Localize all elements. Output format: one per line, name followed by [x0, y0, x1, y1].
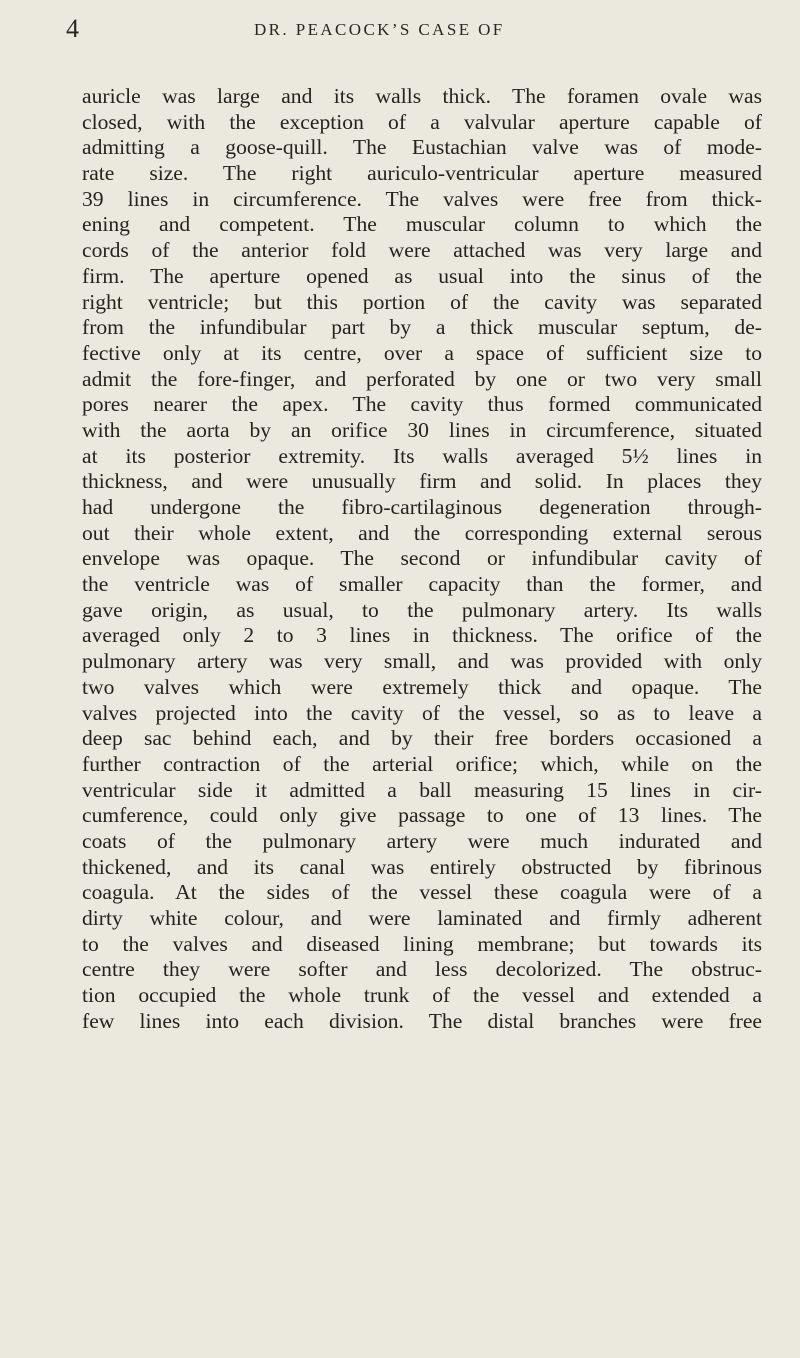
running-head-title: DR. PEACOCK’S CASE OF — [254, 20, 505, 39]
text-line: coats of the pulmonary artery were much indurated and — [82, 828, 762, 853]
text-line: averaged only 2 to 3 lines in thickness. The orifice of the — [82, 623, 762, 648]
text-line: admitting a goose-quill. The Eustachian valve was of mode- — [82, 135, 762, 160]
text-line: closed, with the exception of a valvular aperture capable of — [82, 109, 762, 134]
text-line: pulmonary artery was very small, and was provided with only — [82, 649, 762, 674]
text-line: cumference, could only give passage to one of 13 lines. The — [82, 803, 762, 828]
text-line: gave origin, as usual, to the pulmonary artery. Its walls — [82, 597, 762, 622]
text-line: the ventricle was of smaller capacity than the former, and — [82, 572, 762, 597]
text-line: coagula. At the sides of the vessel these coagula were of a — [82, 880, 762, 905]
text-line: out their whole extent, and the corresponding external serous — [82, 520, 762, 545]
text-line: right ventricle; but this portion of the cavity was separated — [82, 289, 762, 314]
text-line: 39 lines in circumference. The valves were free from thick- — [82, 186, 762, 211]
body-paragraph — [82, 84, 762, 1034]
text-line: from the infundibular part by a thick muscular septum, de- — [82, 315, 762, 340]
text-line: pores nearer the apex. The cavity thus formed communicated — [82, 392, 762, 417]
text-line: dirty white colour, and were laminated and firmly adherent — [82, 906, 762, 930]
text-line: deep sac behind each, and by their free borders occasioned a — [82, 726, 762, 751]
text-line: further contraction of the arterial orifice; which, while on the — [82, 751, 762, 776]
running-head — [0, 14, 800, 44]
text-line: ening and competent. The muscular column to which the — [82, 212, 762, 237]
text-line: auricle was large and its walls thick. The foramen ovale was — [82, 84, 762, 108]
page-number: 4 — [66, 14, 79, 43]
text-line: centre they were softer and less decolorized. The obstruc- — [82, 957, 762, 982]
text-line: with the aorta by an orifice 30 lines in circumference, situated — [82, 417, 762, 442]
text-line: firm. The aperture opened as usual into the sinus of the — [82, 263, 762, 288]
text-line: fective only at its centre, over a space of sufficient size to — [82, 340, 762, 365]
text-line: had undergone the fibro-cartilaginous degeneration through- — [82, 495, 762, 519]
text-line: valves projected into the cavity of the vessel, so as to leave a — [82, 700, 762, 725]
text-line: at its posterior extremity. Its walls averaged 5½ lines in — [82, 443, 762, 468]
text-line: thickness, and were unusually firm and solid. In places they — [82, 469, 762, 494]
text-line: envelope was opaque. The second or infundibular cavity of — [82, 546, 762, 571]
text-line: cords of the anterior fold were attached was very large and — [82, 238, 762, 263]
text-line: rate size. The right auriculo-ventricular aperture measured — [82, 161, 762, 186]
text-line: admit the fore-finger, and perforated by one or two very small — [82, 366, 762, 391]
text-line: ventricular side it admitted a ball measuring 15 lines in cir- — [82, 777, 762, 802]
text-line: two valves which were extremely thick and opaque. The — [82, 674, 762, 699]
text-line: thickened, and its canal was entirely obstructed by fibrinous — [82, 854, 762, 879]
text-line: tion occupied the whole trunk of the vessel and extended a — [82, 983, 762, 1008]
text-line: few lines into each division. The distal branches were free — [82, 1008, 762, 1033]
text-line: to the valves and diseased lining membrane; but towards its — [82, 931, 762, 956]
